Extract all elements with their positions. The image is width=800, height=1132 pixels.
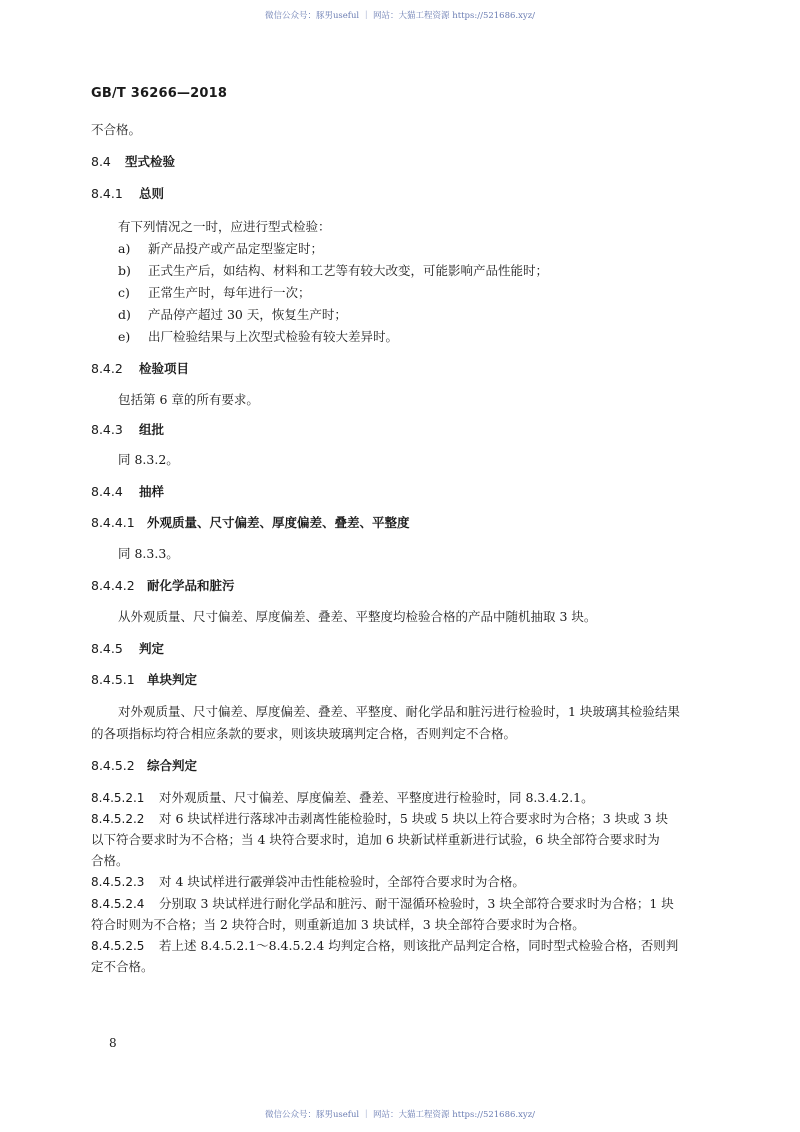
watermark-top: 微信公众号：豚男useful ｜ 网站：大猫工程资源 https://521686.xyz/ [264,11,536,21]
heading-8-4-1: 8.4.1 总则 [91,186,165,201]
list-item: d) 产品停产超过 30 天，恢复生产时； [118,307,347,322]
heading-8-4-2: 8.4.2 检验项目 [91,361,190,376]
heading-8-4-4-2: 8.4.4.2 耐化学品和脏污 [91,578,235,593]
clause-continuation: 定不合格。 [91,959,154,974]
test-items-text: 包括第 6 章的所有要求。 [118,392,259,407]
clause-8-4-5-2-1: 8.4.5.2.1 对外观质量、尺寸偏差、厚度偏差、叠差、平整度进行检验时，同 8.3.4.2.1。 [91,790,594,805]
standard-number: GB/T 36266—2018 [91,86,228,101]
heading-8-4-5: 8.4.5 判定 [91,641,165,656]
clause-continuation: 以下符合要求时为不合格；当 4 块符合要求时，追加 6 块新试样重新进行试验，6 块全部符合要求时为 [91,832,660,847]
heading-8-4-5-1: 8.4.5.1 单块判定 [91,672,198,687]
heading-8-4-4: 8.4.4 抽样 [91,484,165,499]
watermark-bottom: 微信公众号：豚男useful ｜ 网站：大猫工程资源 https://521686.xyz/ [264,1110,536,1120]
list-item: a) 新产品投产或产品定型鉴定时； [118,241,324,256]
clause-8-4-5-2-2: 8.4.5.2.2 对 6 块试样进行落球冲击剥离性能检验时，5 块或 5 块以上符合要求时为合格；3 块或 3 块 [91,811,669,826]
clause-continuation: 合格。 [91,853,129,868]
heading-8-4-4-1: 8.4.4.1 外观质量、尺寸偏差、厚度偏差、叠差、平整度 [91,515,410,530]
continuation-text: 不合格。 [91,122,142,137]
sampling-chemical-text: 从外观质量、尺寸偏差、厚度偏差、叠差、平整度均检验合格的产品中随机抽取 3 块。 [118,609,597,624]
clause-8-4-5-2-5: 8.4.5.2.5 若上述 8.4.5.2.1～8.4.5.2.4 均判定合格，则该批产品判定合格，同时型式检验合格，否则判 [91,938,679,953]
batching-text: 同 8.3.2。 [118,452,179,467]
heading-8-4-5-2: 8.4.5.2 综合判定 [91,758,198,773]
page-number: 8 [109,1036,117,1050]
sampling-appearance-text: 同 8.3.3。 [118,546,179,561]
clause-8-4-5-2-3: 8.4.5.2.3 对 4 块试样进行霰弹袋冲击性能检验时，全部符合要求时为合格。 [91,874,525,889]
single-judgement-line-1: 对外观质量、尺寸偏差、厚度偏差、叠差、平整度、耐化学品和脏污进行检验时，1 块玻璃其检验结果 [118,704,680,719]
clause-8-4-5-2-4: 8.4.5.2.4 分别取 3 块试样进行耐化学品和脏污、耐干湿循环检验时，3 块全部符合要求时为合格；1 块 [91,896,674,911]
heading-8-4-3: 8.4.3 组批 [91,422,165,437]
general-intro: 有下列情况之一时，应进行型式检验： [118,219,331,234]
list-item: c) 正常生产时，每年进行一次； [118,285,311,300]
clause-continuation: 符合时则为不合格；当 2 块符合时，则重新追加 3 块试样，3 块全部符合要求时为合格。 [91,917,585,932]
list-item: e) 出厂检验结果与上次型式检验有较大差异时。 [118,329,399,344]
heading-8-4: 8.4 型式检验 [91,154,176,169]
single-judgement-line-2: 的各项指标均符合相应条款的要求，则该块玻璃判定合格，否则判定不合格。 [91,726,517,741]
list-item: b) 正式生产后，如结构、材料和工艺等有较大改变，可能影响产品性能时； [118,263,549,278]
